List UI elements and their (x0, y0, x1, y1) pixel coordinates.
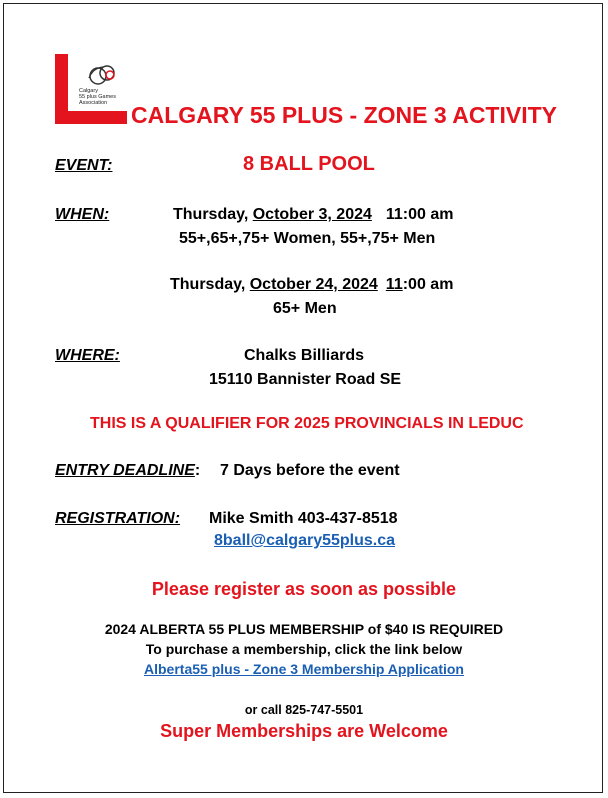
logo-l-shape-icon (55, 54, 127, 124)
event-value: 8 BALL POOL (243, 153, 375, 175)
membership-application-link[interactable]: Alberta55 plus - Zone 3 Membership Application (144, 661, 464, 677)
svg-text:55 plus Games: 55 plus Games (79, 94, 116, 100)
membership-required: 2024 ALBERTA 55 PLUS MEMBERSHIP of $40 IS REQUIRED (104, 621, 504, 637)
when-date1-time: 11:00 am (385, 206, 454, 223)
entry-deadline-colon: : (194, 462, 201, 479)
when-date2-time-rest: :00 am (402, 276, 454, 293)
when-date1 (173, 206, 454, 224)
when-date2-groups: 65+ Men (273, 300, 337, 317)
super-memberships-notice: Super Memberships are Welcome (160, 721, 448, 741)
entry-deadline-label: ENTRY DEADLINE (55, 462, 195, 479)
where-address: 15110 Bannister Road SE (209, 371, 402, 388)
registration-email-link[interactable]: 8ball@calgary55plus.ca (214, 532, 396, 549)
calgary-55-plus-logo (55, 54, 127, 124)
where-label: WHERE: (55, 347, 120, 364)
where-venue: Chalks Billiards (244, 347, 365, 364)
entry-deadline-value: 7 Days before the event (220, 462, 400, 479)
register-asap-notice: Please register as soon as possible (151, 579, 457, 599)
when-date2-date: October 24, 2024 (249, 276, 378, 293)
entry-deadline-row (55, 462, 200, 480)
page-title: CALGARY 55 PLUS - ZONE 3 ACTIVITY (131, 102, 557, 128)
when-date2-time-hour: 11 (385, 276, 403, 293)
when-date2 (170, 276, 453, 294)
when-label: WHEN: (55, 206, 110, 223)
registration-label: REGISTRATION: (55, 510, 181, 527)
svg-text:Association: Association (79, 100, 108, 106)
when-date1-day: Thursday, (173, 206, 253, 223)
qualifier-notice: THIS IS A QUALIFIER FOR 2025 PROVINCIALS IN LEDUC (90, 415, 524, 432)
when-date1-groups: 55+,65+,75+ Women, 55+,75+ Men (179, 230, 436, 247)
svg-text:Calgary: Calgary (79, 88, 98, 94)
membership-link-row (0, 661, 608, 677)
when-date1-date: October 3, 2024 (252, 206, 372, 223)
registration-contact: Mike Smith 403-437-8518 (209, 510, 398, 527)
event-label: EVENT: (55, 157, 113, 174)
call-phone: or call 825-747-5501 (244, 703, 364, 717)
membership-instructions: To purchase a membership, click the link below (145, 641, 463, 657)
when-date2-day: Thursday, (170, 276, 250, 293)
